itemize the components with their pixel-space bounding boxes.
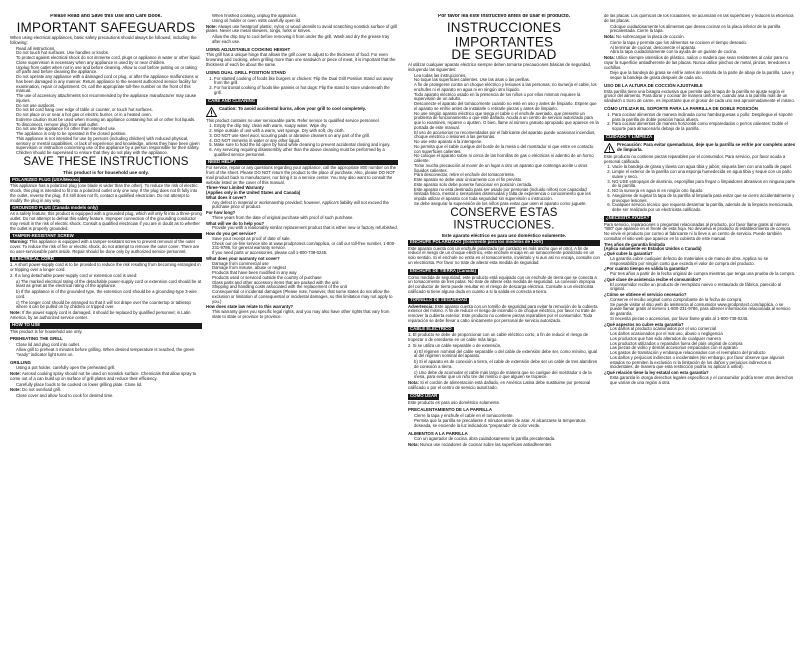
caution-box xyxy=(206,107,398,117)
list-item: • Do not use the appliance for other than intended use. xyxy=(16,127,202,132)
grounded-plug-text: As a safety feature, this product is equipped with a grounded plug, which will only fit into a three-prong outlet. Do not attempt to defeat this safety feature. Improper connection of the grounding conductor may result in the risk of electric shock. Consult a qualified electrician if you are in doubt as to whether the outlet is properly grounded. xyxy=(10,211,202,231)
section-bar-como-usar: COMO USAR xyxy=(410,393,438,399)
alimentos-heading: ALIMENTOS A LA PARRILLA xyxy=(408,430,468,436)
spanish-title-line-1: INSTRUCCIONES IMPORTANTES xyxy=(446,18,562,49)
list-item: • Provide you with a reasonably similar replacement product that is either new or factory refurbished. xyxy=(212,226,398,231)
list-item: 4. DO NOT immerse in water or any other liquid. xyxy=(214,139,398,144)
garantia-q2: ¿Por cuánto tiempo es válida la garantía? xyxy=(604,266,689,272)
list-item: • Para desconectar, retire el enchufe del tomacorriente. xyxy=(414,173,600,178)
warranty-q1: What does it cover? xyxy=(206,194,247,200)
list-item: • Abra la tapa cuidadosamente con la ayuda de un guante de cocina. xyxy=(610,50,796,55)
place-food-list xyxy=(604,25,796,35)
section-bar-how-to-use: HOW TO USE xyxy=(10,323,202,329)
cook-steps-list xyxy=(604,41,796,55)
list-item: • Los daños al producto ocasionados por el uso comercial xyxy=(610,327,796,332)
list-item: • Los daños y perjuicios indirectos o incidentales (sin embargo, por favor observe que algunos estados no permiten la exclusión ni la limitación de los daños y perjuicios indirectos ni incidentales, de manera que esta restricción podría no aplicar a usted). xyxy=(610,356,796,370)
grease-tray-list xyxy=(604,71,796,81)
list-item: • Read all instructions. xyxy=(16,47,202,52)
tornillo-body: Este aparato cuenta con un tornillo de seguridad para evitar la remoción de la cubierta exterior del mismo. A fin de reducir el riesgo de incendio o de choque eléctrico, por favor no trate de remover la cubierta exterior. Este producto no contiene piezas reparables por el consumidor. Toda reparación se debe llevar a cabo únicamente por personal de servicio autorizado. xyxy=(408,303,598,323)
list-item: • Cierre la tapa y enchufe el cable en el tomacorriente. xyxy=(414,414,600,419)
list-item: • Consequential or incidental damages (Please note, however, that some states do not allow the exclusion or limitation of consequential or incidental damages, so this limitation may not apply to you.) xyxy=(212,290,398,304)
list-item: • Close lid and plug cord into outlet. xyxy=(16,343,202,348)
overload-note-body: No sobrecargue la placa de cocción. xyxy=(614,34,685,39)
section-bar-cuidado: CUIDADO Y LIMPIEZA xyxy=(606,134,653,140)
list-item: 6. Cualquier servicio técnico que requiera desarmar la parrilla, además de la limpieza mencionada, debe ser realizado por un electricista calificado. xyxy=(612,203,796,213)
alimentos-note xyxy=(408,443,600,448)
garantia-a5 xyxy=(604,327,796,370)
como-usar-note: Este producto es para uso doméstico solamente. xyxy=(408,399,501,405)
safeguards-intro: When using electrical appliances, basic safety precautions should always be followed, including the following: xyxy=(10,35,197,45)
list-item: • Allow the drip tray to cool before removing it from under the grill. Wash and dry the grease tray after each use. xyxy=(212,35,398,45)
list-item: 6. Any servicing requiring disassembly other than the above cleaning must be performed by a qualified service personnel. xyxy=(214,148,398,158)
warranty-q4: How do you get service? xyxy=(206,231,257,237)
note-label: Note: xyxy=(206,23,217,29)
list-item: • Permita que la parrilla se precaliente 4 minutos antes de asar. Al alcanzarse la temperatura deseada, se enciende la luz indicadora "preparado" de color verde. xyxy=(414,419,600,429)
list-item: • Cierre la tapa y permita que los alimentos se cocinen el tiempo deseado. xyxy=(610,41,796,46)
garantia-subheading: (Aplica solamente en Estados Unidos o Canadá) xyxy=(604,246,702,252)
list-item: • Save your receipt as proof of date of sale. xyxy=(212,237,398,242)
warranty-q3: What will we do to help you? xyxy=(206,220,265,226)
list-item: • Do not place on or near a hot gas or electric burner, or in a heated oven. xyxy=(16,113,202,118)
note-label: Note: xyxy=(10,371,21,377)
list-item: • To disconnect, remove plug from wall outlet. xyxy=(16,123,202,128)
adjustable-height-heading: USING ADJUSTABLE COOKING HEIGHT xyxy=(206,46,291,52)
precalentamiento-list xyxy=(408,414,600,428)
column-english-use-care xyxy=(206,14,398,639)
cuidado-list xyxy=(604,165,796,213)
garantia-heading: Tres años de garantía limitada xyxy=(604,241,665,247)
list-item: • Los gastos de tramitación y embarque relacionados con el reemplazo del producto xyxy=(610,351,796,356)
cable-item-2a: a) El régimen nominal del cable separable o del cable de extensión debe ser, como mínimo, igual al del régimen nominal del aparato. xyxy=(414,348,598,359)
list-item: • Allow grill to preheat 4 minutes before grilling. When desired temperature is reached, the green "ready" indicator light turns on. xyxy=(16,348,202,358)
cable-item-2c: c) Uno debe de acomodar el cable más largo de manera que no cuelgue del mostrador o de la mesa, para evitar que un niño tire del mismo o que alguien se tropiece. xyxy=(414,369,592,380)
list-item: • Se puede visitar el sitio web de asistencia al consumidor www.prodprotect.com/applica, o se puede llamar gratis al número 1-800-231-9786, para obtener información relacionada al servicio de garantía. xyxy=(610,303,796,317)
grilling-heading: GRILLING xyxy=(10,359,31,365)
alimentos-note-body: Nunca use rociadores de cocinar sobre las superficies antiadherentes xyxy=(418,442,552,448)
list-item: • Close supervision is necessary when any appliance is used by or near children. xyxy=(16,61,202,66)
list-item: • Do not let cord hang over edge of table or counter, or touch hot surfaces. xyxy=(16,108,202,113)
list-item: • Any defect in material or workmanship provided; however, Applica's liability will not exceed the purchase price of product. xyxy=(212,201,398,211)
list-item: • El consumidor recibe un producto de reemplazo nuevo o restaurado de fábrica, parecido al original. xyxy=(610,283,796,293)
cable-item-2b: b) Si el aparato es de conexión a tierra, el cable de extensión debe ser un cable de tres alambres de conexión a tierra. xyxy=(414,359,598,369)
warranty-subheading: (Applies only in the United States and Canada) xyxy=(206,190,301,196)
safeguards-title: IMPORTANT SAFEGUARDS xyxy=(16,19,196,35)
utensil-note xyxy=(206,25,398,35)
how-to-use-note: This product is for household use only. xyxy=(10,328,83,334)
list-item: • This warranty gives you specific legal rights, and you may also have other rights that vary from state to state or province to province. xyxy=(212,310,398,320)
grilling-list-3 xyxy=(10,394,202,399)
section-bar-cable: CABLE ELÉCTRICO xyxy=(410,326,452,331)
list-item: 5. Make sure to hold the lid open by hand while cleaning to prevent accidental closing and injury. xyxy=(214,143,398,148)
safeguards-list xyxy=(10,47,202,156)
list-item: • Check our on-line service site at www.prodprotect.com/applica, or call our toll-free number, 1-800-231-9786, for general warranty service. xyxy=(212,242,398,252)
column-spanish-safeguards xyxy=(408,14,600,639)
list-item: • Las piezas de vidrio y demás accesorios empacados con el aparato xyxy=(610,346,796,351)
list-item: • Tome mucha precaución al mover de un lugar a otro un aparato que contenga aceite u otros líquidos calientes. xyxy=(414,164,600,174)
caution-text: Caution: To avoid accidental burns, allow your grill to cool completely. xyxy=(219,105,366,111)
list-item: • Si necesita piezas o accesorios, por favor llame gratis al 1-800-738-0245. xyxy=(610,317,796,322)
note-label: Note: xyxy=(10,387,21,393)
warranty-a2 xyxy=(206,216,398,221)
section-bar-enchufe-polarizado: ENCHUFE POLARIZADO (Solamente para los modelos de 120V) xyxy=(408,240,600,246)
list-item: • Todo aparato eléctrico usado en la presencia de los niños o por ellos mismos requiere la supervisión de un adulto. xyxy=(414,93,600,103)
list-item: • Using a pot holder, carefully open the preheated grill. xyxy=(16,366,202,371)
section-bar-enchufe-tierra: ENCHUFE DE TIERRA (Canadá) xyxy=(410,268,476,274)
section-bar-polarized-plug: POLARIZED PLUG (USA/Mexico) xyxy=(10,177,202,183)
list-item: • Los daños ocasionados por el mal uso, abuso o negligencia xyxy=(610,332,796,337)
list-item: 1. Empty the drip tray, clean with warm, soapy water. Wipe dry. xyxy=(214,124,398,129)
cable-note xyxy=(408,381,600,391)
list-item: • Extreme caution must be used when moving an appliance containing hot oil or other hot liquids. xyxy=(16,118,202,123)
list-item: • When finished cooking, unplug the appliance. xyxy=(212,14,398,19)
section-bar-need-help: NEED HELP? xyxy=(206,160,398,166)
garantia-a1 xyxy=(604,257,796,267)
cable-note-body: Si el cordón de alimentación está dañado, en América Latina debe sustituirse por personal calificado o por el centro de servicio autorizado. xyxy=(408,380,591,390)
care-intro: This product contains no user serviceable parts. Refer service to qualified service personnel. xyxy=(206,117,380,123)
polarized-plug-text: This appliance has a polarized plug (one blade is wider than the other). To reduce the risk of electric shock, this plug is intended to fit into a polarized outlet only one way. If the plug does not fit fully into the outlet, reverse the plug. If it still does not fit, contact a qualified electrician. Do not attempt to modify the plug in any way. xyxy=(10,183,198,203)
section-bar-tornillo: TORNILLO DE SEGURIDAD xyxy=(410,297,468,303)
utensil-note-es-body: Utilice siempre utensilios de plástico, nailon o madera que sean resistentes al calor para no rayar la superficie antiadherente de las placas. Nunca utilice pinchos de metal, pinzas, tenedores o cuchillos. xyxy=(604,55,791,70)
warranty-q5: What does your warranty not cover? xyxy=(206,255,280,261)
list-item: • Carefully place foods to be cooked on lower grilling plate. Close lid. xyxy=(16,383,202,388)
list-item: • Este aparato se debe usar únicamente con el fin previsto. xyxy=(414,178,600,183)
utensil-note-body: Always use heatproof plastic, nylon or wood utensils to avoid scratching nonstick surface of grill plates. Never use metal skewers, tongs, forks or knives. xyxy=(206,23,398,34)
garantia-a6 xyxy=(604,376,796,386)
spanish-household-note: Este aparato eléctrico es para uso doméstico solamente. xyxy=(441,232,567,238)
column-spanish-use-care xyxy=(604,14,796,639)
tornillo-text xyxy=(408,305,600,324)
list-item: • Three years from the date of original purchase with proof of such purchase. xyxy=(212,216,398,221)
grilling-note-body: Aerosol cooking spray should not be used on nonstick surface. Chemicals that allow spray to come out of a can build up on surface of grill plates and reduce their efficiency. xyxy=(10,371,197,381)
list-item: 5. Asegúrese de sujetar la tapa de la parrilla al limpiarla para evitar que se cierre accidentalmente y provoque lesiones. xyxy=(612,194,796,204)
list-item: 2. Limpie el exterior de la parrilla con una esponja humedecida en agua tibia y seque con un paño suave y seco. xyxy=(612,170,796,180)
cord-item-2: 2. If a long detachable power-supply cord or extension cord is used: xyxy=(10,272,138,278)
cable-item-2: 2. Si se utiliza un cable separable o de extensión, xyxy=(408,342,502,348)
list-item: • Damage from misuse, abuse or neglect xyxy=(212,266,398,271)
soporte-heading: CÓMO UTILIZAR EL SOPORTE PARA LA PARRILLA DE DOBLE POSICIÓN xyxy=(604,105,758,111)
list-item: • Close cover and allow food to cook for desired time. xyxy=(16,394,202,399)
list-item: 1. Vacíe la bandeja de grasa y lávela con agua tibia y jabón; séquela bien con una toalla de papel. xyxy=(612,165,796,170)
list-item: • Deje que la bandeja de grasa se enfríe antes de retirarla de la parte de abajo de la parrilla. Lave y seque la bandeja de grasa después de cada uso. xyxy=(610,71,796,81)
list-item: • No use ningún aparato eléctrico que tenga el cable o el enchufe averiado, que presente un problema de funcionamiento o que esté dañado. Acuda a un centro de servicio autorizado para que lo examinen, reparen o ajusten. O bien, llame al número gratuito apropiado que aparece en la portada de este manual. xyxy=(414,112,600,131)
spanish-intro: Al utilizar cualquier aparato eléctrico siempre deben tomarse precauciones básicas de seguridad, incluyendo las siguientes: xyxy=(408,62,592,72)
section-bar-electrical-cord: ELECTRICAL CORD xyxy=(10,257,202,263)
list-item: 1. For slanted cooking of foods like burgers or chicken: Flip the Dual Grill Position Stand out away from the grill. xyxy=(214,77,398,87)
list-item: • Al terminar de cocinar, desconecte el aparato. xyxy=(610,46,796,51)
list-item: • No permita que el cable cuelgue del borde de la mesa o del mostrador ni que entre en contacto con superficies calientes. xyxy=(414,145,600,155)
list-item: 4. NO la sumerja en agua ni en ningún otro líquido. xyxy=(612,189,796,194)
altura-heading: USO DE LA ALTURA DE COCCIÓN AJUSTABLE xyxy=(604,82,703,88)
garantia-q5: ¿Qué aspectos no cubre esta garantía? xyxy=(604,321,684,327)
list-item: • Products used or serviced outside the country of purchase xyxy=(212,276,398,281)
note-label: Nota: xyxy=(604,55,615,60)
precaucion-text: Precaución: Para evitar quemaduras, deje que la parrilla se enfríe por completo antes de limpiarla. xyxy=(617,141,796,152)
garantia-q1: ¿Qué cubre la garantía? xyxy=(604,251,653,257)
tamper-screw-text xyxy=(10,240,202,254)
warning-triangle-icon xyxy=(206,107,217,117)
list-item: • Este aparato solo debe ponerse funcionar en posición cerrada. xyxy=(414,183,600,188)
list-item: 3. DO NOT use steel wool, scouring pads or abrasive cleaners on any part of the grill. xyxy=(214,134,398,139)
list-item: • If you need parts or accessories, please call 1-800-738-0245. xyxy=(212,251,398,256)
cord-item-2c: c) The longer cord should be arranged so that it will not drape over the countertop or tabletop where it can be pulled on by children or tripped over. xyxy=(16,299,191,310)
section-bar-grounded-plug: GROUNDED PLUG (Canada models only) xyxy=(10,205,202,211)
cord-item-2a: a) The marked electrical rating of the detachable power-supply cord or extension cord should be at least as great as the electrical rating of the appliance. xyxy=(16,278,202,289)
list-item: • Esta garantía le otorga derechos legales específicos y el consumidor podría tener otros derechos que varían de una región a otra. xyxy=(610,376,796,386)
list-item: • No use este aparato a la intemperie. xyxy=(414,140,600,145)
warning-label: Advertencia: xyxy=(408,303,434,309)
list-item: • Unplug from outlet when not in use and before cleaning. Allow to cool before putting on or taking off parts and before cleaning the appliance. xyxy=(16,66,202,76)
warning-label: Warning: xyxy=(10,239,29,245)
warning-triangle-icon xyxy=(604,143,615,153)
list-item: • La garantía cubre cualquier defecto de materiales o de mano de obra. Applica no se responsabiliza por ningún costo que exceda el valor de compra del producto. xyxy=(610,257,796,267)
list-item: • To protect against electrical shock do not immerse cord, plugs or appliance in water or other liquid. xyxy=(16,56,202,61)
spanish-safeguards-list xyxy=(408,74,600,207)
precalentamiento-heading: PRECALENTAMIENTO DE LA PARRILLA xyxy=(408,407,492,413)
list-item: • Este aparato no está destinado para ser usado por personas (incluido niños) con capacidad limitada física, mental o sensoriales disminuidas y falta de experiencia o conocimiento que les impida utilizar el aparato con toda seguridad sin supervisión o instrucción. xyxy=(414,188,600,202)
read-before-use-note: Por favor lea este instructivo antes de usar el producto. xyxy=(437,14,571,19)
list-item: • Los productos que han sido alterados de cualquier manera xyxy=(610,337,796,342)
cord-item-2b: b) If the appliance is of the grounded type, the extension cord should be a grounding-type 3-wire cord. xyxy=(16,289,197,299)
dual-stand-list xyxy=(206,77,398,96)
altura-text: Esta parrilla tiene una bisagra exclusiva que permite que la tapa de la parrilla se ajuste según el grosor del alimento. Para dorar y cocinar de manera uniforme, cuando asa a la parrilla más de un sándwich o trozo de carne, es importante que el grosor de cada uno sea aproximadamente el mismo. xyxy=(604,88,795,104)
spanish-title-line-2: DE SEGURIDAD xyxy=(451,46,557,62)
enchufe-tierra-text: Como medida de seguridad, este producto está equipado con un enchufe de tierra que se conecta a un tomacorriente de tres patas. No trate de alterar esta medida de seguridad. La conexión impropia del conductor de tierra puede resultar en el riesgo de descarga eléctrica. Consulte a un electricista calificado si tiene alguna duda en cuanto a si la salida es correcta a tierra. xyxy=(408,274,597,294)
section-bar-care-cleaning: CARE AND CLEANING xyxy=(208,98,256,104)
list-item: • The appliance is only to be operated in the closed position. xyxy=(16,132,202,137)
warranty-a5 xyxy=(206,262,398,305)
list-item: • This appliance is not intended for use by persons (including children) with reduced physical, sensory or mental capabilities, or lack of experience and knowledge, unless they have been given supervision or instruction concerning use of the appliance by a person responsible for their safety. xyxy=(16,137,202,151)
precaucion-box xyxy=(604,143,796,153)
garantia-q4: ¿Cómo se obtiene el servicio necesario? xyxy=(604,292,687,298)
continued-text: de las placas. Los químicos de los rociadores, se acumulan en las superficies y reducen la eficiencia de las placas. xyxy=(604,14,794,23)
preheating-list xyxy=(10,343,202,357)
cord-note-body: If the power supply cord is damaged, it should be replaced by qualified personnel; in Latin America, by an authorized service center. xyxy=(10,310,191,320)
soporte-list xyxy=(604,113,796,132)
garantia-q6: ¿Qué relación tiene la ley estatal con esta garantía? xyxy=(604,370,709,376)
list-item: • No coloque el aparato sobre ni cerca de las hornillas de gas o eléctricas ni adentro de un horno caliente. xyxy=(414,154,600,164)
finish-list xyxy=(206,14,398,24)
warranty-q6: How does state law relate to this warranty? xyxy=(206,304,294,310)
adjustable-height-text: This grill has a unique hinge that allows the grill cover to adjust to the thickness of food. For even browning and cooking, when grilling more than one sandwich or piece of meat, it is important that the thickness of each be about the same. xyxy=(206,52,396,67)
list-item: • Se debe asegurar la supervisión de los niños para evitar que usen el aparato como juguete. xyxy=(414,202,600,207)
spanish-save-title: CONSERVE ESTAS INSTRUCCIONES. xyxy=(450,205,558,231)
list-item: 2. For horizontal cooking of foods like paninis or hot dogs: Flip the stand to store underneath the grill. xyxy=(214,86,398,96)
ayuda-text: Para servicio, reparaciones o preguntas relacionadas al producto, por favor llame gratis al número "800" que aparece en el frente de esta hoja. No devuelva el producto al establecimiento de compra. No envíe el producto por correo al fabricante ni lo lleve a un centro de servicio. Puede también consultar el sitio web que aparece en la cubierta de este manual. xyxy=(604,221,792,241)
garantia-q3: ¿Qué clase de asistencia recibe el consumidor? xyxy=(604,276,702,282)
list-item: • Coloque cuidadosamente los alimentos que desea cocinar en la placa inferior de la parrilla precalentada. Cierre la tapa. xyxy=(610,25,796,35)
grilling-note-2-body: Do not overload grill. xyxy=(20,387,62,393)
need-help-text: For service, repair or any questions regarding your appliance, call the appropriate 800 number on the front of the sheet. Please DO NOT return the product to the place of purchase. Also, please DO NOT mail product back to manufacturer, nor bring it to a service center. You may also want to consult the website listed on the cover of this manual. xyxy=(206,165,396,185)
enchufe-polarizado-text: Este aparato cuenta con un enchufe polarizado (un contacto es más ancho que el otro). A fin de reducir el riesgo de un choque eléctrico, este enchufe encaja en un tomacorriente polarizado en un solo sentido. Si el enchufe no entra en el tomacorriente, inviértalo y si aun así no encaja, consulte con un electricista. Por favor no trate de alterar esta medida de seguridad. xyxy=(408,245,600,265)
garantia-a4 xyxy=(604,298,796,322)
warranty-a1 xyxy=(206,201,398,211)
list-item: • A fin de protegerse contra un choque eléctrico y lesiones a las personas, no sumerja el cable, los enchufes ni el aparato en agua ni en ningún otro líquido. xyxy=(414,83,600,93)
cable-item-1: 1. El producto se debe de proporcionar con un cable eléctrico corto, a fin de reducir el riesgo de tropezar o de enredarse en un cable más largo. xyxy=(408,332,589,343)
list-item: 1. Para cocinar alimentos de manera inclinada como hamburguesas o pollo: Despliegue el soporte para la parrilla de doble posición hacia afuera. xyxy=(612,113,796,123)
list-item: • Glass parts and other accessory items that are packed with the unit xyxy=(212,281,398,286)
note-label: Note: xyxy=(10,310,21,316)
cord-item-1: 1. A short power-supply cord is to be provided to reduce the risk resulting from becoming entangled in or tripping over a longer cord. xyxy=(10,262,201,273)
cord-note xyxy=(10,311,202,321)
list-item: 2. Wipe outside of unit with a warm, wet sponge. Dry with soft, dry cloth. xyxy=(214,129,398,134)
warranty-q2: For how long? xyxy=(206,210,236,216)
list-item: • Do not operate any appliance with a damaged cord or plug, or after the appliance malfunctions or has been damaged in any manner. Return appliance to the nearest authorized service facility for examination, repair or adjustment. Or, call the appropriate toll-free number on the front of this manual. xyxy=(16,75,202,94)
cuidado-intro: Este producto no contiene piezas reparables por el consumidor. Para servicio, por favor acuda a personal calificado. xyxy=(604,153,786,164)
care-list xyxy=(206,124,398,157)
list-item: • Do not use outdoors. xyxy=(16,104,202,109)
list-item: • Using oil holder or oven mitts carefully open lid. xyxy=(212,19,398,24)
list-item: • Children should be supervised to ensure that they do not play with the appliance. xyxy=(16,151,202,156)
list-item: • Shipping and handling costs associated with the replacement of the unit xyxy=(212,285,398,290)
list-item: • Lea todas las instrucciones. xyxy=(414,74,600,79)
garantia-a3 xyxy=(604,283,796,293)
section-bar-tamper-screw: TAMPER-RESISTANT SCREW xyxy=(10,233,202,239)
section-bar-ayuda: ¿NECESITA AYUDA? xyxy=(606,215,650,221)
list-item: • Do not touch hot surfaces. Use handles or knobs. xyxy=(16,51,202,56)
list-item: • El uso de accesorios no recomendados por el fabricante del aparato puede ocasionar incendios, choque eléctrico o lesiones a las personas. xyxy=(414,131,600,141)
note-label: Nota: xyxy=(408,442,419,448)
utensil-note-es xyxy=(604,56,796,70)
warranty-heading: Three-Year Limited Warranty xyxy=(206,185,264,191)
note-label: Nota: xyxy=(408,380,419,386)
drip-tray-list xyxy=(206,35,398,45)
warranty-a6 xyxy=(206,310,398,320)
list-item: • Por tres años a partir de la fecha original de compra mientras que tenga una prueba de la compra. xyxy=(610,272,796,277)
column-english-safeguards xyxy=(10,14,202,639)
list-item: • The use of accessory attachments not recommended by the appliance manufacturer may cause injuries. xyxy=(16,94,202,104)
tamper-body: This appliance is equipped with a tamper-resistant screw to prevent removal of the outer cover. To reduce the risk of fire or electric shock, do not attempt to remove the outer cover. There are no user-serviceable parts inside. Repair should be done only by authorized service personnel. xyxy=(10,239,200,254)
list-item: • Products that have been modified in any way xyxy=(212,271,398,276)
grilling-note xyxy=(10,372,202,382)
list-item: • Los productos utilizados o reparados fuera del país original de compra xyxy=(610,342,796,347)
note-label: Nota: xyxy=(604,34,615,39)
list-item: • Damage from commercial use xyxy=(212,262,398,267)
list-item: 3. NO USE estropajos de aluminio, esponjillas para fregar o limpiadores abrasivos en ninguna parte de la parrilla. xyxy=(612,180,796,190)
preheating-heading: PREHEATING THE GRILL xyxy=(10,336,63,342)
list-item: 2. Para cocinar alimentos de manera horizontal como emparedados o perros calientes: Doble el soporte para almacenarlo debajo de la parrilla. xyxy=(612,122,796,132)
list-item: • No toque las superficies calientes. Use las asas o las perillas. xyxy=(414,78,600,83)
dual-stand-heading: USING DUAL GRILL POSITION STAND xyxy=(206,69,286,75)
warranty-a4 xyxy=(206,237,398,256)
list-item: • Conserve el recibo original como comprobante de la fecha de compra. xyxy=(610,298,796,303)
list-item: • Con un agarrador de cocina, abra cuidadosamente la parrilla precalentada. xyxy=(414,437,600,442)
household-use-note: This product is for household use only. xyxy=(63,170,149,176)
list-item: • Desconecte el aparato del tomacorriente cuando no esté en uso y antes de limpiarlo. Espere que el aparato se enfríe antes de instalarle o retirarle piezas y antes de limpiarlo. xyxy=(414,102,600,112)
save-instructions-title: SAVE THESE INSTRUCTIONS xyxy=(23,155,189,169)
read-and-save-note: Please Read and Save this Use and Care Book. xyxy=(50,14,162,19)
